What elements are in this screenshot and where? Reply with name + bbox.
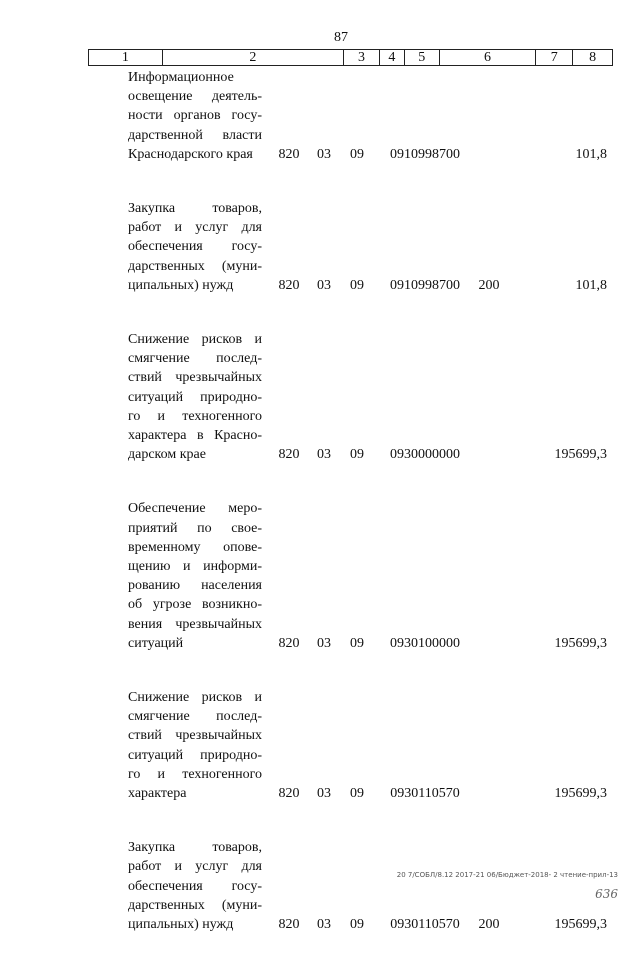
table-row [0, 330, 640, 464]
description-line: Закупка товаров, [128, 840, 262, 856]
cell-c4: 03 [317, 785, 331, 801]
cell-c5: 09 [350, 146, 364, 162]
description-line: Информационное [128, 70, 234, 85]
description-line: ситуаций [128, 635, 184, 651]
cell-c6: 0930110570 [390, 785, 460, 801]
table-row [0, 499, 640, 653]
cell-c5: 09 [350, 635, 364, 651]
description-line: дарственных (муни- [128, 258, 262, 274]
cell-c4: 03 [317, 277, 331, 293]
header-cell-2: 2 [163, 50, 344, 65]
description-line: го и техногенного [128, 408, 262, 424]
header-cell-1: 1 [89, 50, 163, 65]
cell-c6: 0930100000 [390, 635, 460, 651]
cell-c4: 03 [317, 916, 331, 932]
row-description [128, 499, 262, 653]
description-line: дарственных (муни- [128, 897, 262, 913]
description-line: Краснодарского края [128, 146, 253, 162]
description-line: смягчение послед- [128, 709, 262, 725]
cell-c4: 03 [317, 146, 331, 162]
cell-c3: 820 [278, 277, 300, 293]
description-line: го и техногенного [128, 766, 262, 782]
cell-c5: 09 [350, 447, 364, 463]
cell-c8: 101,8 [575, 277, 607, 293]
description-line: ствий чрезвычайных [128, 728, 262, 744]
cell-c5: 09 [350, 277, 364, 293]
table-row [0, 199, 640, 295]
description-line: работ и услуг для [128, 220, 262, 236]
header-cell-6: 6 [440, 50, 537, 65]
cell-c8: 195699,3 [554, 635, 607, 651]
description-line: временному опове- [128, 539, 262, 555]
cell-c3: 820 [278, 447, 300, 463]
cell-c7: 200 [478, 277, 500, 293]
header-cell-3: 3 [344, 50, 380, 65]
description-line: ципальных) нужд [128, 916, 234, 932]
table-row [0, 838, 640, 934]
page-number: 87 [334, 30, 348, 45]
header-cell-4: 4 [380, 50, 405, 65]
cell-c3: 820 [278, 635, 300, 651]
header-cell-7: 7 [536, 50, 573, 65]
cell-c3: 820 [278, 146, 300, 162]
header-cell-5: 5 [405, 50, 440, 65]
row-description [128, 688, 262, 803]
cell-c6: 0930000000 [390, 447, 460, 463]
cell-c3: 820 [278, 785, 300, 801]
description-line: обеспечения госу- [128, 239, 262, 255]
description-line: освещение деятель- [128, 89, 262, 105]
description-line: работ и услуг для [128, 859, 262, 875]
header-cell-8: 8 [589, 49, 597, 65]
description-line: Снижение рисков и [128, 689, 262, 705]
cell-c6: 0930110570 [390, 916, 460, 932]
table-row [0, 688, 640, 803]
description-line: характера [128, 786, 187, 801]
description-line: ситуаций природно- [128, 389, 262, 405]
footer-stamp-number: 636 [595, 887, 618, 901]
description-line: ципальных) нужд [128, 277, 234, 293]
description-line: характера в Красно- [128, 428, 262, 444]
footer-file-path: 20 7/СОБЛ/8.12 2017-21 06/Бюджет-2018- 2 чтение-прил-13 [396, 871, 618, 879]
description-line: смягчение послед- [128, 351, 262, 367]
budget-table-body [0, 68, 640, 969]
row-description [128, 330, 262, 464]
cell-c8: 195699,3 [554, 785, 607, 801]
description-line: рованию населения [128, 578, 262, 594]
description-line: ситуаций природно- [128, 747, 262, 763]
description-line: ности органов госу- [128, 108, 262, 124]
cell-c5: 09 [350, 916, 364, 932]
cell-c8: 195699,3 [554, 916, 607, 932]
description-line: щению и информи- [128, 559, 262, 574]
cell-c6: 0910998700 [390, 277, 460, 293]
description-line: ствий чрезвычайных [128, 370, 262, 386]
cell-c4: 03 [317, 635, 331, 651]
description-line: Снижение рисков и [128, 332, 262, 347]
table-row [0, 68, 640, 164]
description-line: дарственной власти [128, 127, 262, 143]
description-line: обеспечения госу- [128, 878, 262, 894]
cell-c6: 0910998700 [390, 146, 460, 162]
description-line: об угрозе возникно- [128, 597, 262, 613]
description-line: дарском крае [128, 447, 206, 463]
description-line: приятий по свое- [128, 520, 262, 536]
row-description [128, 68, 262, 164]
cell-c3: 820 [278, 916, 300, 932]
cell-c8: 101,8 [575, 146, 607, 162]
cell-c7: 200 [478, 916, 500, 932]
description-line: вения чрезвычайных [128, 616, 262, 632]
description-line: Обеспечение меро- [128, 501, 262, 517]
cell-c8: 195699,3 [554, 447, 607, 463]
cell-c5: 09 [350, 785, 364, 801]
row-description [128, 838, 262, 934]
table-header-row [88, 49, 613, 66]
cell-c4: 03 [317, 447, 331, 463]
row-description [128, 199, 262, 295]
description-line: Закупка товаров, [128, 201, 262, 216]
